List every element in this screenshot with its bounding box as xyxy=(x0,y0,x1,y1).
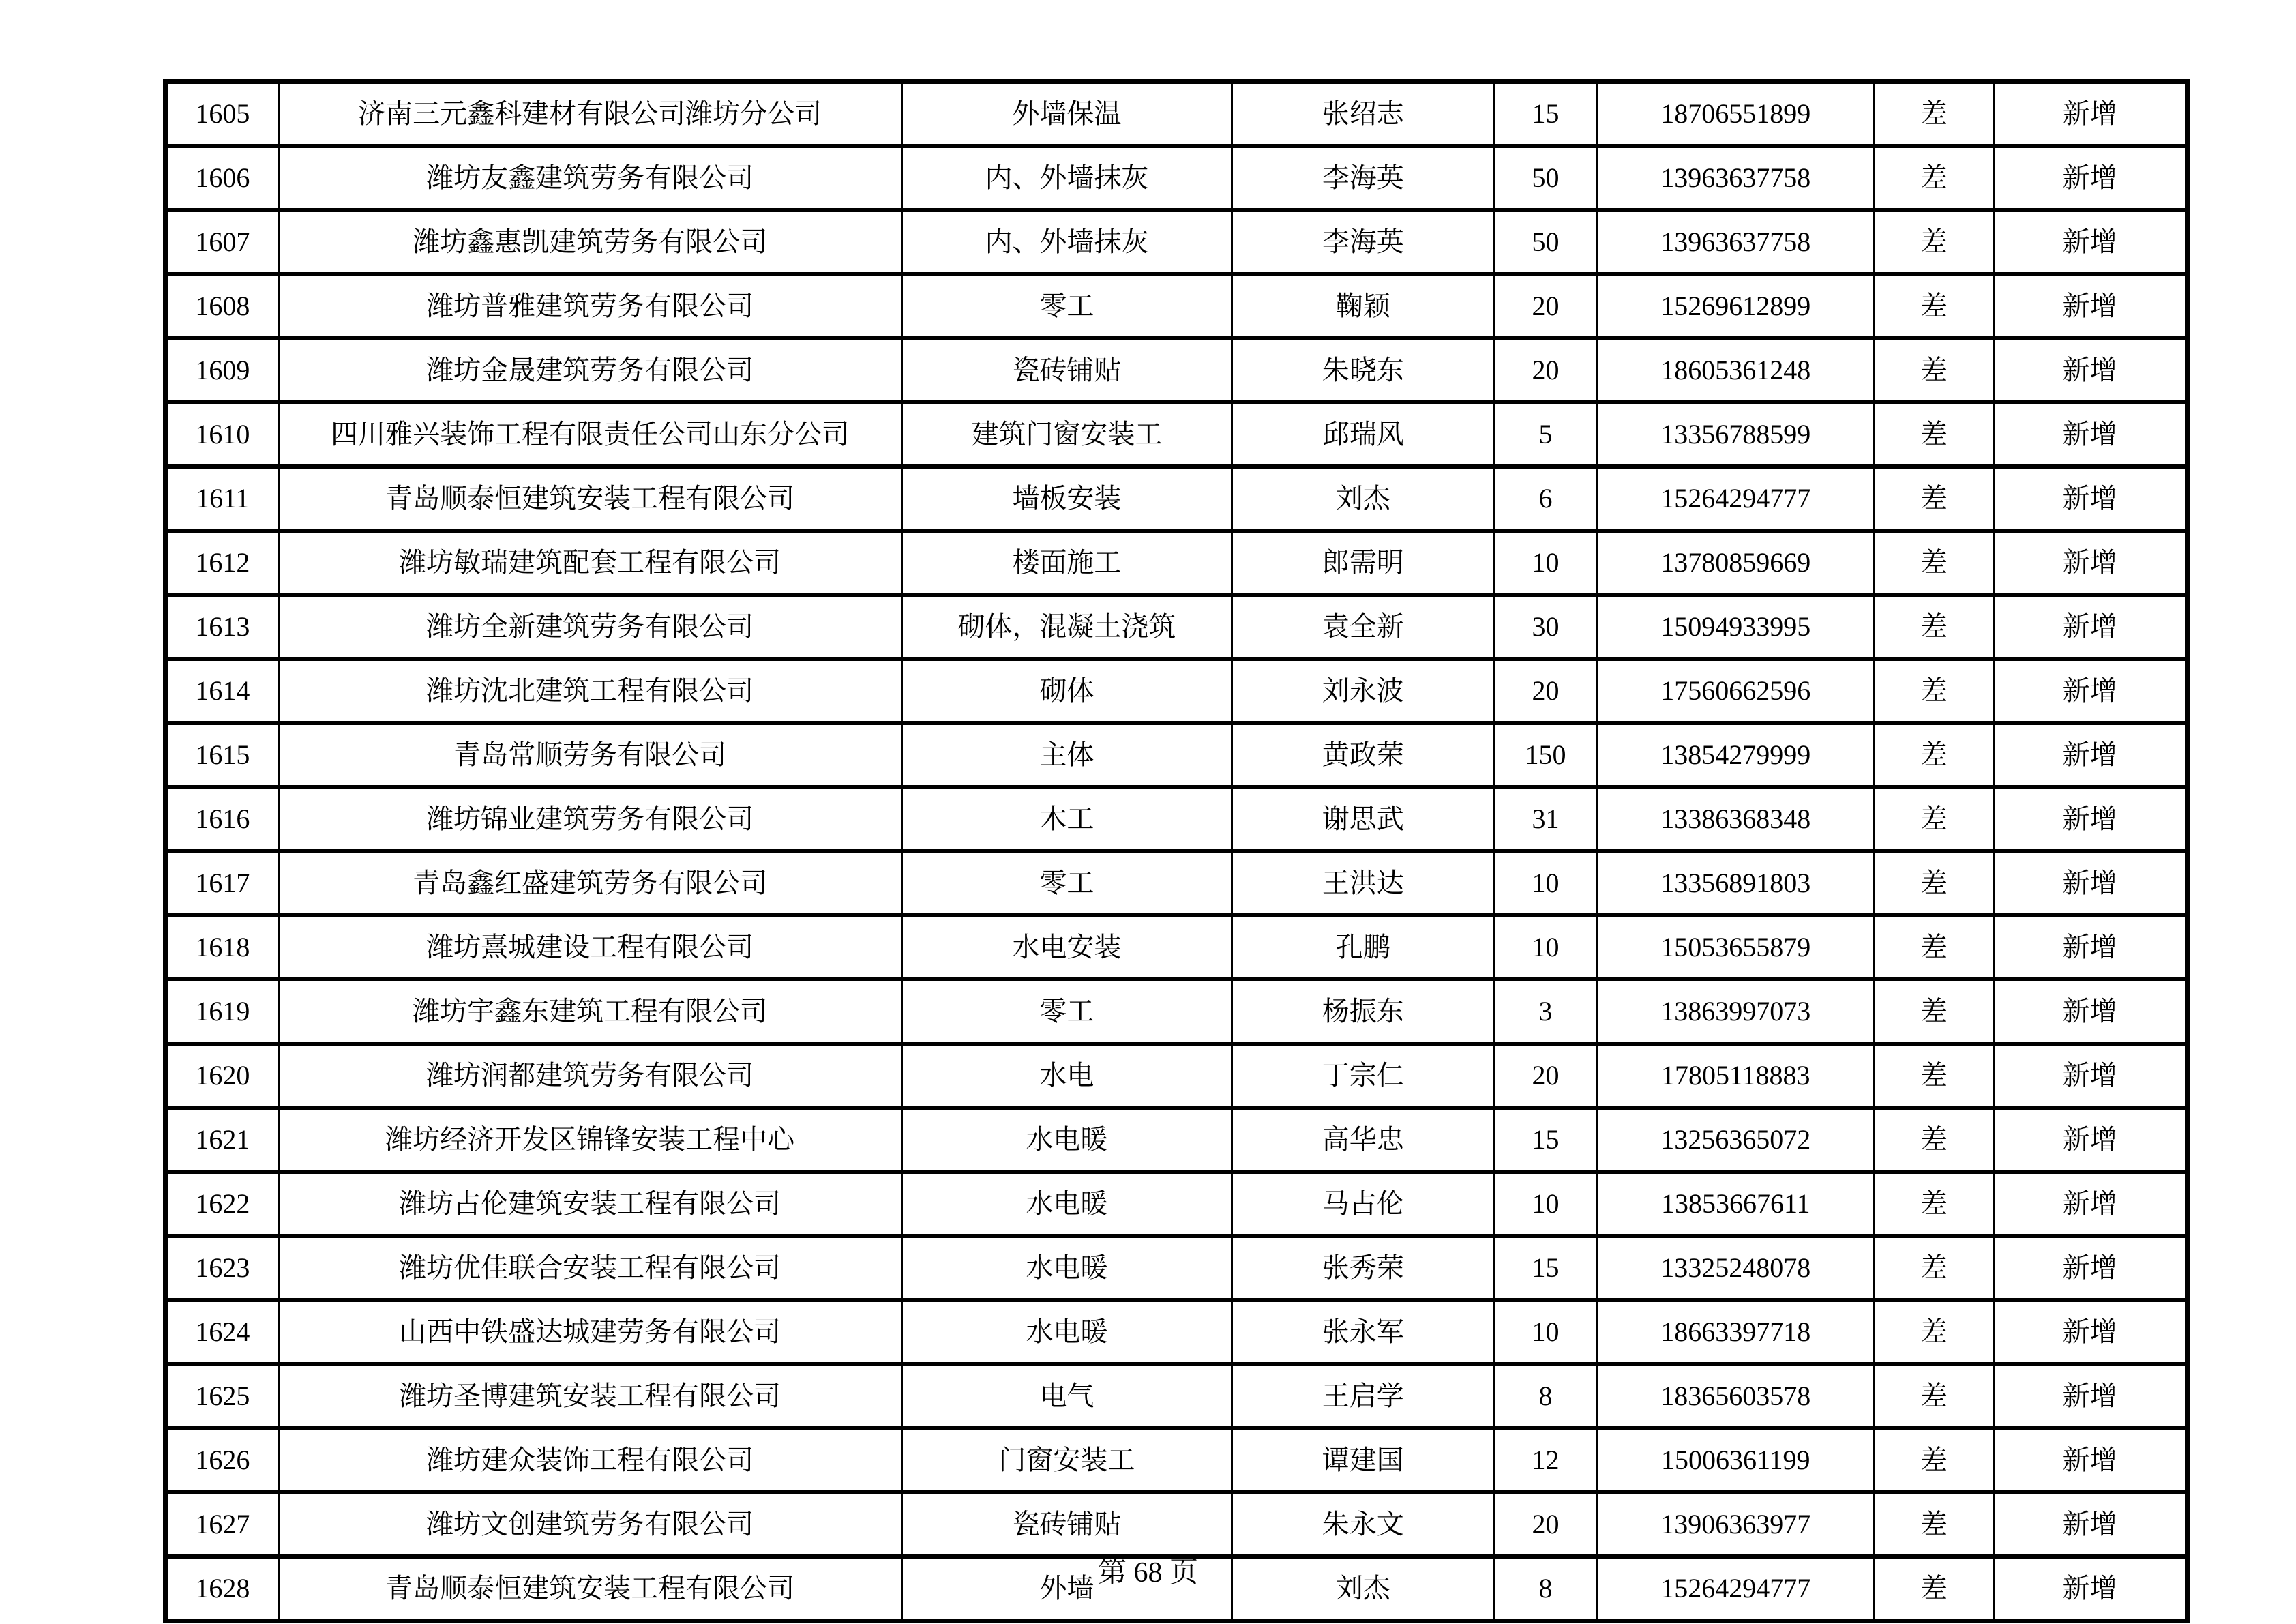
headcount-cell: 15 xyxy=(1494,1108,1598,1172)
rating-cell: 差 xyxy=(1874,915,1994,979)
row-number-cell: 1616 xyxy=(166,787,279,851)
contact-name-cell: 马占伦 xyxy=(1232,1172,1494,1236)
company-name-cell: 潍坊宇鑫东建筑工程有限公司 xyxy=(278,979,901,1044)
company-name-cell: 潍坊优佳联合安装工程有限公司 xyxy=(278,1236,901,1300)
contact-name-cell: 高华忠 xyxy=(1232,1108,1494,1172)
row-number-cell: 1608 xyxy=(166,274,279,338)
table-row xyxy=(166,338,2188,402)
table-row xyxy=(166,595,2188,659)
contact-name-cell: 刘杰 xyxy=(1232,467,1494,531)
status-cell: 新增 xyxy=(1994,1492,2188,1556)
phone-number-cell: 18605361248 xyxy=(1597,338,1874,402)
table-row xyxy=(166,979,2188,1044)
rating-cell: 差 xyxy=(1874,274,1994,338)
row-number-cell: 1627 xyxy=(166,1492,279,1556)
status-cell: 新增 xyxy=(1994,402,2188,467)
rating-cell: 差 xyxy=(1874,1556,1994,1621)
company-name-cell: 济南三元鑫科建材有限公司潍坊分公司 xyxy=(278,82,901,147)
trade-type-cell: 瓷砖铺贴 xyxy=(901,338,1232,402)
headcount-cell: 15 xyxy=(1494,1236,1598,1300)
row-number-cell: 1621 xyxy=(166,1108,279,1172)
phone-number-cell: 15053655879 xyxy=(1597,915,1874,979)
contact-name-cell: 孔鹏 xyxy=(1232,915,1494,979)
phone-number-cell: 13780859669 xyxy=(1597,531,1874,595)
company-name-cell: 潍坊熹城建设工程有限公司 xyxy=(278,915,901,979)
row-number-cell: 1607 xyxy=(166,210,279,274)
company-name-cell: 潍坊全新建筑劳务有限公司 xyxy=(278,595,901,659)
headcount-cell: 12 xyxy=(1494,1428,1598,1492)
trade-type-cell: 水电安装 xyxy=(901,915,1232,979)
rating-cell: 差 xyxy=(1874,1108,1994,1172)
table-row xyxy=(166,1428,2188,1492)
headcount-cell: 6 xyxy=(1494,467,1598,531)
contact-name-cell: 李海英 xyxy=(1232,146,1494,210)
trade-type-cell: 外墙 xyxy=(901,1556,1232,1621)
contact-name-cell: 朱晓东 xyxy=(1232,338,1494,402)
row-number-cell: 1613 xyxy=(166,595,279,659)
company-name-cell: 潍坊经济开发区锦锋安装工程中心 xyxy=(278,1108,901,1172)
trade-type-cell: 水电暖 xyxy=(901,1300,1232,1364)
table-row xyxy=(166,1364,2188,1428)
headcount-cell: 15 xyxy=(1494,82,1598,147)
company-name-cell: 潍坊文创建筑劳务有限公司 xyxy=(278,1492,901,1556)
company-name-cell: 山西中铁盛达城建劳务有限公司 xyxy=(278,1300,901,1364)
headcount-cell: 3 xyxy=(1494,979,1598,1044)
rating-cell: 差 xyxy=(1874,402,1994,467)
trade-type-cell: 主体 xyxy=(901,723,1232,787)
table-row xyxy=(166,467,2188,531)
contact-name-cell: 张秀荣 xyxy=(1232,1236,1494,1300)
headcount-cell: 50 xyxy=(1494,210,1598,274)
status-cell: 新增 xyxy=(1994,1556,2188,1621)
phone-number-cell: 13963637758 xyxy=(1597,210,1874,274)
contact-name-cell: 谢思武 xyxy=(1232,787,1494,851)
headcount-cell: 10 xyxy=(1494,531,1598,595)
trade-type-cell: 木工 xyxy=(901,787,1232,851)
phone-number-cell: 13963637758 xyxy=(1597,146,1874,210)
trade-type-cell: 砌体 xyxy=(901,659,1232,723)
company-name-cell: 青岛常顺劳务有限公司 xyxy=(278,723,901,787)
trade-type-cell: 水电 xyxy=(901,1044,1232,1108)
trade-type-cell: 水电暖 xyxy=(901,1236,1232,1300)
company-name-cell: 潍坊普雅建筑劳务有限公司 xyxy=(278,274,901,338)
company-name-cell: 潍坊占伦建筑安装工程有限公司 xyxy=(278,1172,901,1236)
headcount-cell: 8 xyxy=(1494,1556,1598,1621)
contact-name-cell: 袁全新 xyxy=(1232,595,1494,659)
rating-cell: 差 xyxy=(1874,979,1994,1044)
rating-cell: 差 xyxy=(1874,1428,1994,1492)
status-cell: 新增 xyxy=(1994,531,2188,595)
rating-cell: 差 xyxy=(1874,851,1994,915)
rating-cell: 差 xyxy=(1874,1172,1994,1236)
headcount-cell: 30 xyxy=(1494,595,1598,659)
row-number-cell: 1620 xyxy=(166,1044,279,1108)
trade-type-cell: 零工 xyxy=(901,851,1232,915)
contact-name-cell: 朱永文 xyxy=(1232,1492,1494,1556)
contact-name-cell: 鞠颖 xyxy=(1232,274,1494,338)
row-number-cell: 1609 xyxy=(166,338,279,402)
company-name-cell: 潍坊金晟建筑劳务有限公司 xyxy=(278,338,901,402)
row-number-cell: 1615 xyxy=(166,723,279,787)
status-cell: 新增 xyxy=(1994,146,2188,210)
phone-number-cell: 18706551899 xyxy=(1597,82,1874,147)
rating-cell: 差 xyxy=(1874,1300,1994,1364)
table-row xyxy=(166,531,2188,595)
row-number-cell: 1618 xyxy=(166,915,279,979)
table-row xyxy=(166,146,2188,210)
contact-name-cell: 王启学 xyxy=(1232,1364,1494,1428)
status-cell: 新增 xyxy=(1994,1236,2188,1300)
status-cell: 新增 xyxy=(1994,595,2188,659)
status-cell: 新增 xyxy=(1994,1108,2188,1172)
headcount-cell: 50 xyxy=(1494,146,1598,210)
trade-type-cell: 砌体，混凝土浇筑 xyxy=(901,595,1232,659)
contact-name-cell: 张绍志 xyxy=(1232,82,1494,147)
headcount-cell: 10 xyxy=(1494,851,1598,915)
row-number-cell: 1606 xyxy=(166,146,279,210)
rating-cell: 差 xyxy=(1874,338,1994,402)
phone-number-cell: 13386368348 xyxy=(1597,787,1874,851)
rating-cell: 差 xyxy=(1874,1364,1994,1428)
contact-name-cell: 刘杰 xyxy=(1232,1556,1494,1621)
headcount-cell: 8 xyxy=(1494,1364,1598,1428)
rating-cell: 差 xyxy=(1874,787,1994,851)
table-row xyxy=(166,851,2188,915)
table-row xyxy=(166,915,2188,979)
company-name-cell: 青岛鑫红盛建筑劳务有限公司 xyxy=(278,851,901,915)
rating-cell: 差 xyxy=(1874,595,1994,659)
status-cell: 新增 xyxy=(1994,1428,2188,1492)
company-name-cell: 潍坊锦业建筑劳务有限公司 xyxy=(278,787,901,851)
headcount-cell: 20 xyxy=(1494,1044,1598,1108)
table-row xyxy=(166,1300,2188,1364)
rating-cell: 差 xyxy=(1874,82,1994,147)
trade-type-cell: 内、外墙抹灰 xyxy=(901,210,1232,274)
phone-number-cell: 13325248078 xyxy=(1597,1236,1874,1300)
trade-type-cell: 楼面施工 xyxy=(901,531,1232,595)
company-name-cell: 四川雅兴装饰工程有限责任公司山东分公司 xyxy=(278,402,901,467)
row-number-cell: 1624 xyxy=(166,1300,279,1364)
page-number: 第 68 页 xyxy=(1097,1557,1198,1589)
trade-type-cell: 墙板安装 xyxy=(901,467,1232,531)
phone-number-cell: 18663397718 xyxy=(1597,1300,1874,1364)
company-name-cell: 潍坊圣博建筑安装工程有限公司 xyxy=(278,1364,901,1428)
table-row xyxy=(166,402,2188,467)
trade-type-cell: 门窗安装工 xyxy=(901,1428,1232,1492)
trade-type-cell: 水电暖 xyxy=(901,1172,1232,1236)
row-number-cell: 1614 xyxy=(166,659,279,723)
table-row xyxy=(166,210,2188,274)
company-name-cell: 潍坊润都建筑劳务有限公司 xyxy=(278,1044,901,1108)
company-name-cell: 青岛顺泰恒建筑安装工程有限公司 xyxy=(278,467,901,531)
table-row xyxy=(166,1172,2188,1236)
status-cell: 新增 xyxy=(1994,338,2188,402)
row-number-cell: 1623 xyxy=(166,1236,279,1300)
labor-roster-table xyxy=(163,79,2190,1623)
trade-type-cell: 水电暖 xyxy=(901,1108,1232,1172)
status-cell: 新增 xyxy=(1994,787,2188,851)
phone-number-cell: 13356891803 xyxy=(1597,851,1874,915)
rating-cell: 差 xyxy=(1874,1236,1994,1300)
table-row xyxy=(166,723,2188,787)
table-row xyxy=(166,1108,2188,1172)
status-cell: 新增 xyxy=(1994,274,2188,338)
table-row xyxy=(166,82,2188,147)
status-cell: 新增 xyxy=(1994,659,2188,723)
row-number-cell: 1605 xyxy=(166,82,279,147)
phone-number-cell: 15006361199 xyxy=(1597,1428,1874,1492)
contact-name-cell: 邱瑞风 xyxy=(1232,402,1494,467)
status-cell: 新增 xyxy=(1994,915,2188,979)
headcount-cell: 10 xyxy=(1494,1172,1598,1236)
status-cell: 新增 xyxy=(1994,82,2188,147)
company-name-cell: 潍坊敏瑞建筑配套工程有限公司 xyxy=(278,531,901,595)
contact-name-cell: 王洪达 xyxy=(1232,851,1494,915)
row-number-cell: 1622 xyxy=(166,1172,279,1236)
row-number-cell: 1611 xyxy=(166,467,279,531)
rating-cell: 差 xyxy=(1874,467,1994,531)
status-cell: 新增 xyxy=(1994,851,2188,915)
trade-type-cell: 建筑门窗安装工 xyxy=(901,402,1232,467)
trade-type-cell: 瓷砖铺贴 xyxy=(901,1492,1232,1556)
row-number-cell: 1626 xyxy=(166,1428,279,1492)
headcount-cell: 5 xyxy=(1494,402,1598,467)
phone-number-cell: 17805118883 xyxy=(1597,1044,1874,1108)
rating-cell: 差 xyxy=(1874,723,1994,787)
row-number-cell: 1617 xyxy=(166,851,279,915)
company-name-cell: 潍坊沈北建筑工程有限公司 xyxy=(278,659,901,723)
contact-name-cell: 谭建国 xyxy=(1232,1428,1494,1492)
row-number-cell: 1612 xyxy=(166,531,279,595)
table-row xyxy=(166,1236,2188,1300)
company-name-cell: 青岛顺泰恒建筑安装工程有限公司 xyxy=(278,1556,901,1621)
headcount-cell: 150 xyxy=(1494,723,1598,787)
trade-type-cell: 零工 xyxy=(901,274,1232,338)
page-footer xyxy=(0,1550,2296,1591)
trade-type-cell: 零工 xyxy=(901,979,1232,1044)
headcount-cell: 20 xyxy=(1494,659,1598,723)
status-cell: 新增 xyxy=(1994,467,2188,531)
trade-type-cell: 电气 xyxy=(901,1364,1232,1428)
headcount-cell: 10 xyxy=(1494,915,1598,979)
table-row xyxy=(166,1492,2188,1556)
rating-cell: 差 xyxy=(1874,659,1994,723)
status-cell: 新增 xyxy=(1994,1172,2188,1236)
phone-number-cell: 15264294777 xyxy=(1597,467,1874,531)
contact-name-cell: 张永军 xyxy=(1232,1300,1494,1364)
status-cell: 新增 xyxy=(1994,979,2188,1044)
phone-number-cell: 13854279999 xyxy=(1597,723,1874,787)
row-number-cell: 1625 xyxy=(166,1364,279,1428)
phone-number-cell: 17560662596 xyxy=(1597,659,1874,723)
company-name-cell: 潍坊鑫惠凯建筑劳务有限公司 xyxy=(278,210,901,274)
status-cell: 新增 xyxy=(1994,723,2188,787)
contact-name-cell: 丁宗仁 xyxy=(1232,1044,1494,1108)
phone-number-cell: 15264294777 xyxy=(1597,1556,1874,1621)
contact-name-cell: 黄政荣 xyxy=(1232,723,1494,787)
status-cell: 新增 xyxy=(1994,210,2188,274)
headcount-cell: 20 xyxy=(1494,274,1598,338)
phone-number-cell: 13256365072 xyxy=(1597,1108,1874,1172)
headcount-cell: 10 xyxy=(1494,1300,1598,1364)
company-name-cell: 潍坊友鑫建筑劳务有限公司 xyxy=(278,146,901,210)
status-cell: 新增 xyxy=(1994,1364,2188,1428)
contact-name-cell: 刘永波 xyxy=(1232,659,1494,723)
table-row xyxy=(166,274,2188,338)
row-number-cell: 1619 xyxy=(166,979,279,1044)
table-row xyxy=(166,787,2188,851)
phone-number-cell: 13356788599 xyxy=(1597,402,1874,467)
rating-cell: 差 xyxy=(1874,1492,1994,1556)
contact-name-cell: 杨振东 xyxy=(1232,979,1494,1044)
rating-cell: 差 xyxy=(1874,531,1994,595)
headcount-cell: 31 xyxy=(1494,787,1598,851)
row-number-cell: 1610 xyxy=(166,402,279,467)
contact-name-cell: 郎需明 xyxy=(1232,531,1494,595)
status-cell: 新增 xyxy=(1994,1300,2188,1364)
headcount-cell: 20 xyxy=(1494,338,1598,402)
phone-number-cell: 18365603578 xyxy=(1597,1364,1874,1428)
phone-number-cell: 13906363977 xyxy=(1597,1492,1874,1556)
phone-number-cell: 15269612899 xyxy=(1597,274,1874,338)
roster-body xyxy=(166,82,2188,1621)
rating-cell: 差 xyxy=(1874,1044,1994,1108)
trade-type-cell: 内、外墙抹灰 xyxy=(901,146,1232,210)
row-number-cell: 1628 xyxy=(166,1556,279,1621)
phone-number-cell: 13863997073 xyxy=(1597,979,1874,1044)
rating-cell: 差 xyxy=(1874,210,1994,274)
company-name-cell: 潍坊建众装饰工程有限公司 xyxy=(278,1428,901,1492)
rating-cell: 差 xyxy=(1874,146,1994,210)
table-row xyxy=(166,1044,2188,1108)
phone-number-cell: 15094933995 xyxy=(1597,595,1874,659)
status-cell: 新增 xyxy=(1994,1044,2188,1108)
phone-number-cell: 13853667611 xyxy=(1597,1172,1874,1236)
contact-name-cell: 李海英 xyxy=(1232,210,1494,274)
table-row xyxy=(166,659,2188,723)
trade-type-cell: 外墙保温 xyxy=(901,82,1232,147)
headcount-cell: 20 xyxy=(1494,1492,1598,1556)
